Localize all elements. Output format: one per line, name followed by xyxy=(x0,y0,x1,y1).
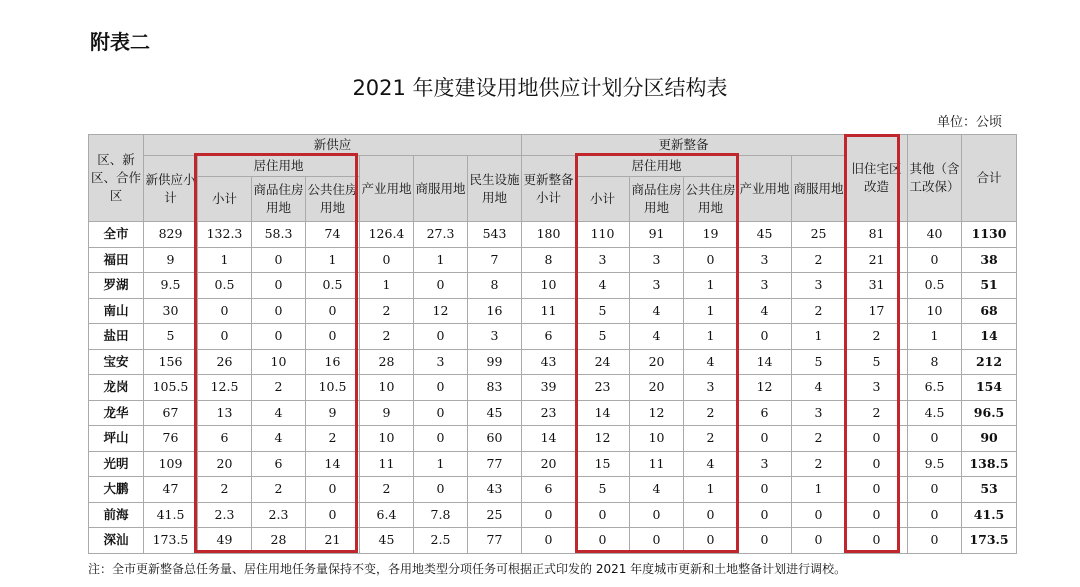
value-cell: 0 xyxy=(414,273,468,299)
value-cell: 25 xyxy=(468,502,522,528)
value-cell: 16 xyxy=(468,298,522,324)
value-cell: 0.5 xyxy=(306,273,360,299)
value-cell: 4 xyxy=(684,451,738,477)
table-row xyxy=(89,247,1017,273)
value-cell: 4 xyxy=(252,400,306,426)
value-cell: 0 xyxy=(684,528,738,554)
value-cell: 0 xyxy=(252,298,306,324)
value-cell: 0 xyxy=(908,502,962,528)
value-cell: 0 xyxy=(846,502,908,528)
value-cell: 110 xyxy=(576,222,630,248)
value-cell: 2.3 xyxy=(198,502,252,528)
value-cell: 2 xyxy=(306,426,360,452)
value-cell: 4.5 xyxy=(908,400,962,426)
value-cell: 2 xyxy=(846,324,908,350)
value-cell: 0 xyxy=(360,247,414,273)
value-cell: 138.5 xyxy=(962,451,1017,477)
header-renewal-commercial-housing: 商品住房用地 xyxy=(630,177,684,222)
value-cell: 10 xyxy=(630,426,684,452)
value-cell: 2 xyxy=(684,426,738,452)
value-cell: 0 xyxy=(414,375,468,401)
table-row xyxy=(89,477,1017,503)
value-cell: 9 xyxy=(360,400,414,426)
value-cell: 3 xyxy=(576,247,630,273)
value-cell: 14 xyxy=(738,349,792,375)
value-cell: 21 xyxy=(846,247,908,273)
value-cell: 45 xyxy=(468,400,522,426)
table-row xyxy=(89,273,1017,299)
value-cell: 4 xyxy=(630,298,684,324)
value-cell: 0 xyxy=(414,426,468,452)
table-row xyxy=(89,451,1017,477)
value-cell: 7.8 xyxy=(414,502,468,528)
value-cell: 49 xyxy=(198,528,252,554)
value-cell: 105.5 xyxy=(144,375,198,401)
value-cell: 19 xyxy=(684,222,738,248)
value-cell: 6.4 xyxy=(360,502,414,528)
district-cell: 大鹏 xyxy=(89,477,144,503)
header-renewal-public-housing: 公共住房用地 xyxy=(684,177,738,222)
value-cell: 0 xyxy=(252,247,306,273)
value-cell: 2 xyxy=(792,426,846,452)
value-cell: 2 xyxy=(252,477,306,503)
value-cell: 11 xyxy=(522,298,576,324)
appendix-label: 附表二 xyxy=(90,30,150,54)
district-cell: 深汕 xyxy=(89,528,144,554)
value-cell: 1 xyxy=(792,324,846,350)
header-new-supply-subtotal: 新供应小计 xyxy=(144,156,198,222)
value-cell: 12 xyxy=(414,298,468,324)
district-cell: 罗湖 xyxy=(89,273,144,299)
value-cell: 0 xyxy=(198,324,252,350)
value-cell: 0 xyxy=(738,477,792,503)
value-cell: 99 xyxy=(468,349,522,375)
value-cell: 0 xyxy=(738,426,792,452)
value-cell: 1 xyxy=(414,451,468,477)
header-commercial-housing: 商品住房用地 xyxy=(252,177,306,222)
header-renewal-subtotal-res: 小计 xyxy=(576,177,630,222)
value-cell: 4 xyxy=(630,324,684,350)
value-cell: 41.5 xyxy=(962,502,1017,528)
value-cell: 4 xyxy=(792,375,846,401)
value-cell: 0 xyxy=(522,528,576,554)
value-cell: 0 xyxy=(414,324,468,350)
value-cell: 5 xyxy=(576,324,630,350)
value-cell: 2 xyxy=(360,298,414,324)
value-cell: 8 xyxy=(908,349,962,375)
value-cell: 2 xyxy=(360,477,414,503)
value-cell: 5 xyxy=(792,349,846,375)
header-total: 合计 xyxy=(962,135,1017,222)
value-cell: 1130 xyxy=(962,222,1017,248)
value-cell: 2 xyxy=(252,375,306,401)
table-row xyxy=(89,375,1017,401)
value-cell: 27.3 xyxy=(414,222,468,248)
value-cell: 126.4 xyxy=(360,222,414,248)
value-cell: 45 xyxy=(738,222,792,248)
header-renewal-residential: 居住用地 xyxy=(576,156,738,177)
value-cell: 212 xyxy=(962,349,1017,375)
value-cell: 6 xyxy=(738,400,792,426)
value-cell: 14 xyxy=(522,426,576,452)
value-cell: 96.5 xyxy=(962,400,1017,426)
value-cell: 91 xyxy=(630,222,684,248)
value-cell: 2 xyxy=(198,477,252,503)
value-cell: 12 xyxy=(738,375,792,401)
header-new-supply: 新供应 xyxy=(144,135,522,156)
header-old-housing: 旧住宅区改造 xyxy=(846,135,908,222)
value-cell: 1 xyxy=(414,247,468,273)
value-cell: 17 xyxy=(846,298,908,324)
value-cell: 3 xyxy=(630,247,684,273)
value-cell: 31 xyxy=(846,273,908,299)
value-cell: 2 xyxy=(360,324,414,350)
value-cell: 45 xyxy=(360,528,414,554)
district-cell: 福田 xyxy=(89,247,144,273)
value-cell: 0 xyxy=(908,528,962,554)
value-cell: 1 xyxy=(684,324,738,350)
value-cell: 4 xyxy=(252,426,306,452)
value-cell: 1 xyxy=(684,273,738,299)
value-cell: 6 xyxy=(198,426,252,452)
value-cell: 10 xyxy=(252,349,306,375)
header-business: 商服用地 xyxy=(414,156,468,222)
value-cell: 0.5 xyxy=(198,273,252,299)
value-cell: 13 xyxy=(198,400,252,426)
header-residential: 居住用地 xyxy=(198,156,360,177)
value-cell: 9 xyxy=(144,247,198,273)
value-cell: 132.3 xyxy=(198,222,252,248)
value-cell: 21 xyxy=(306,528,360,554)
value-cell: 173.5 xyxy=(144,528,198,554)
value-cell: 173.5 xyxy=(962,528,1017,554)
value-cell: 0 xyxy=(306,324,360,350)
value-cell: 90 xyxy=(962,426,1017,452)
footnote: 注：全市更新整备总任务量、居住用地任务量保持不变，各用地类型分项任务可根据正式印发的 2021 年度城市更新和土地整备计划进行调校。 xyxy=(88,562,847,576)
value-cell: 5 xyxy=(144,324,198,350)
value-cell: 76 xyxy=(144,426,198,452)
district-cell: 光明 xyxy=(89,451,144,477)
value-cell: 12 xyxy=(630,400,684,426)
value-cell: 23 xyxy=(576,375,630,401)
district-cell: 龙岗 xyxy=(89,375,144,401)
value-cell: 23 xyxy=(522,400,576,426)
value-cell: 0 xyxy=(908,477,962,503)
value-cell: 20 xyxy=(630,349,684,375)
value-cell: 1 xyxy=(684,298,738,324)
header-other: 其他（含工改保） xyxy=(908,135,962,222)
district-cell: 龙华 xyxy=(89,400,144,426)
value-cell: 7 xyxy=(468,247,522,273)
value-cell: 12.5 xyxy=(198,375,252,401)
value-cell: 8 xyxy=(468,273,522,299)
value-cell: 109 xyxy=(144,451,198,477)
value-cell: 6 xyxy=(252,451,306,477)
value-cell: 0 xyxy=(306,477,360,503)
district-cell: 前海 xyxy=(89,502,144,528)
value-cell: 0 xyxy=(684,502,738,528)
table-row xyxy=(89,222,1017,248)
value-cell: 0 xyxy=(684,247,738,273)
value-cell: 20 xyxy=(522,451,576,477)
value-cell: 38 xyxy=(962,247,1017,273)
value-cell: 60 xyxy=(468,426,522,452)
district-cell: 南山 xyxy=(89,298,144,324)
value-cell: 0 xyxy=(576,502,630,528)
value-cell: 14 xyxy=(962,324,1017,350)
value-cell: 4 xyxy=(576,273,630,299)
value-cell: 1 xyxy=(198,247,252,273)
value-cell: 3 xyxy=(630,273,684,299)
value-cell: 3 xyxy=(738,273,792,299)
value-cell: 0 xyxy=(846,426,908,452)
header-renewal-industry: 产业用地 xyxy=(738,156,792,222)
table-row xyxy=(89,298,1017,324)
value-cell: 83 xyxy=(468,375,522,401)
value-cell: 3 xyxy=(792,400,846,426)
header-public-housing: 公共住房用地 xyxy=(306,177,360,222)
value-cell: 0 xyxy=(908,247,962,273)
value-cell: 30 xyxy=(144,298,198,324)
value-cell: 6.5 xyxy=(908,375,962,401)
value-cell: 1 xyxy=(306,247,360,273)
value-cell: 5 xyxy=(576,477,630,503)
value-cell: 24 xyxy=(576,349,630,375)
value-cell: 9 xyxy=(306,400,360,426)
value-cell: 39 xyxy=(522,375,576,401)
value-cell: 2.5 xyxy=(414,528,468,554)
value-cell: 6 xyxy=(522,324,576,350)
value-cell: 1 xyxy=(360,273,414,299)
value-cell: 6 xyxy=(522,477,576,503)
header-industry: 产业用地 xyxy=(360,156,414,222)
value-cell: 10 xyxy=(908,298,962,324)
value-cell: 43 xyxy=(522,349,576,375)
value-cell: 180 xyxy=(522,222,576,248)
value-cell: 0 xyxy=(792,528,846,554)
value-cell: 28 xyxy=(252,528,306,554)
value-cell: 67 xyxy=(144,400,198,426)
value-cell: 0 xyxy=(414,477,468,503)
value-cell: 3 xyxy=(846,375,908,401)
value-cell: 40 xyxy=(908,222,962,248)
table-row xyxy=(89,528,1017,554)
value-cell: 9.5 xyxy=(908,451,962,477)
value-cell: 4 xyxy=(630,477,684,503)
district-cell: 全市 xyxy=(89,222,144,248)
value-cell: 14 xyxy=(576,400,630,426)
value-cell: 0 xyxy=(522,502,576,528)
value-cell: 8 xyxy=(522,247,576,273)
value-cell: 2 xyxy=(846,400,908,426)
table-title: 2021 年度建设用地供应计划分区结构表 xyxy=(352,76,728,100)
header-livelihood: 民生设施用地 xyxy=(468,156,522,222)
value-cell: 10 xyxy=(360,375,414,401)
header-subtotal: 小计 xyxy=(198,177,252,222)
value-cell: 2.3 xyxy=(252,502,306,528)
value-cell: 15 xyxy=(576,451,630,477)
value-cell: 4 xyxy=(684,349,738,375)
header-renewal-subtotal: 更新整备小计 xyxy=(522,156,576,222)
table-row xyxy=(89,502,1017,528)
value-cell: 3 xyxy=(414,349,468,375)
value-cell: 68 xyxy=(962,298,1017,324)
value-cell: 20 xyxy=(198,451,252,477)
value-cell: 5 xyxy=(576,298,630,324)
value-cell: 0 xyxy=(630,528,684,554)
district-cell: 宝安 xyxy=(89,349,144,375)
value-cell: 0 xyxy=(306,298,360,324)
table-row xyxy=(89,426,1017,452)
value-cell: 41.5 xyxy=(144,502,198,528)
value-cell: 2 xyxy=(792,298,846,324)
value-cell: 43 xyxy=(468,477,522,503)
value-cell: 156 xyxy=(144,349,198,375)
header-district: 区、新区、合作区 xyxy=(89,135,144,222)
value-cell: 0 xyxy=(306,502,360,528)
table-row xyxy=(89,349,1017,375)
value-cell: 26 xyxy=(198,349,252,375)
value-cell: 12 xyxy=(576,426,630,452)
value-cell: 81 xyxy=(846,222,908,248)
value-cell: 0 xyxy=(846,451,908,477)
value-cell: 0 xyxy=(738,324,792,350)
value-cell: 5 xyxy=(846,349,908,375)
table-row xyxy=(89,400,1017,426)
table-body xyxy=(89,222,1017,554)
value-cell: 829 xyxy=(144,222,198,248)
value-cell: 3 xyxy=(684,375,738,401)
value-cell: 3 xyxy=(738,451,792,477)
value-cell: 51 xyxy=(962,273,1017,299)
value-cell: 74 xyxy=(306,222,360,248)
value-cell: 1 xyxy=(792,477,846,503)
value-cell: 0 xyxy=(846,528,908,554)
header-renewal-business: 商服用地 xyxy=(792,156,846,222)
value-cell: 14 xyxy=(306,451,360,477)
value-cell: 0 xyxy=(630,502,684,528)
value-cell: 16 xyxy=(306,349,360,375)
value-cell: 0 xyxy=(414,400,468,426)
value-cell: 25 xyxy=(792,222,846,248)
table-row xyxy=(89,324,1017,350)
value-cell: 4 xyxy=(738,298,792,324)
value-cell: 28 xyxy=(360,349,414,375)
value-cell: 0 xyxy=(738,528,792,554)
value-cell: 10 xyxy=(360,426,414,452)
value-cell: 1 xyxy=(908,324,962,350)
value-cell: 154 xyxy=(962,375,1017,401)
value-cell: 47 xyxy=(144,477,198,503)
value-cell: 0 xyxy=(252,324,306,350)
value-cell: 3 xyxy=(738,247,792,273)
value-cell: 77 xyxy=(468,451,522,477)
value-cell: 58.3 xyxy=(252,222,306,248)
header-renewal: 更新整备 xyxy=(522,135,846,156)
value-cell: 2 xyxy=(792,247,846,273)
value-cell: 11 xyxy=(360,451,414,477)
value-cell: 0 xyxy=(908,426,962,452)
value-cell: 9.5 xyxy=(144,273,198,299)
value-cell: 3 xyxy=(468,324,522,350)
value-cell: 543 xyxy=(468,222,522,248)
value-cell: 10.5 xyxy=(306,375,360,401)
unit-label: 单位：公顷 xyxy=(936,115,1002,130)
value-cell: 10 xyxy=(522,273,576,299)
land-supply-table xyxy=(88,134,1017,554)
value-cell: 1 xyxy=(684,477,738,503)
value-cell: 53 xyxy=(962,477,1017,503)
value-cell: 0 xyxy=(576,528,630,554)
value-cell: 0 xyxy=(738,502,792,528)
district-cell: 坪山 xyxy=(89,426,144,452)
district-cell: 盐田 xyxy=(89,324,144,350)
value-cell: 77 xyxy=(468,528,522,554)
value-cell: 11 xyxy=(630,451,684,477)
value-cell: 0 xyxy=(846,477,908,503)
value-cell: 0 xyxy=(252,273,306,299)
value-cell: 20 xyxy=(630,375,684,401)
value-cell: 3 xyxy=(792,273,846,299)
value-cell: 0.5 xyxy=(908,273,962,299)
value-cell: 0 xyxy=(198,298,252,324)
value-cell: 2 xyxy=(684,400,738,426)
value-cell: 2 xyxy=(792,451,846,477)
value-cell: 0 xyxy=(792,502,846,528)
